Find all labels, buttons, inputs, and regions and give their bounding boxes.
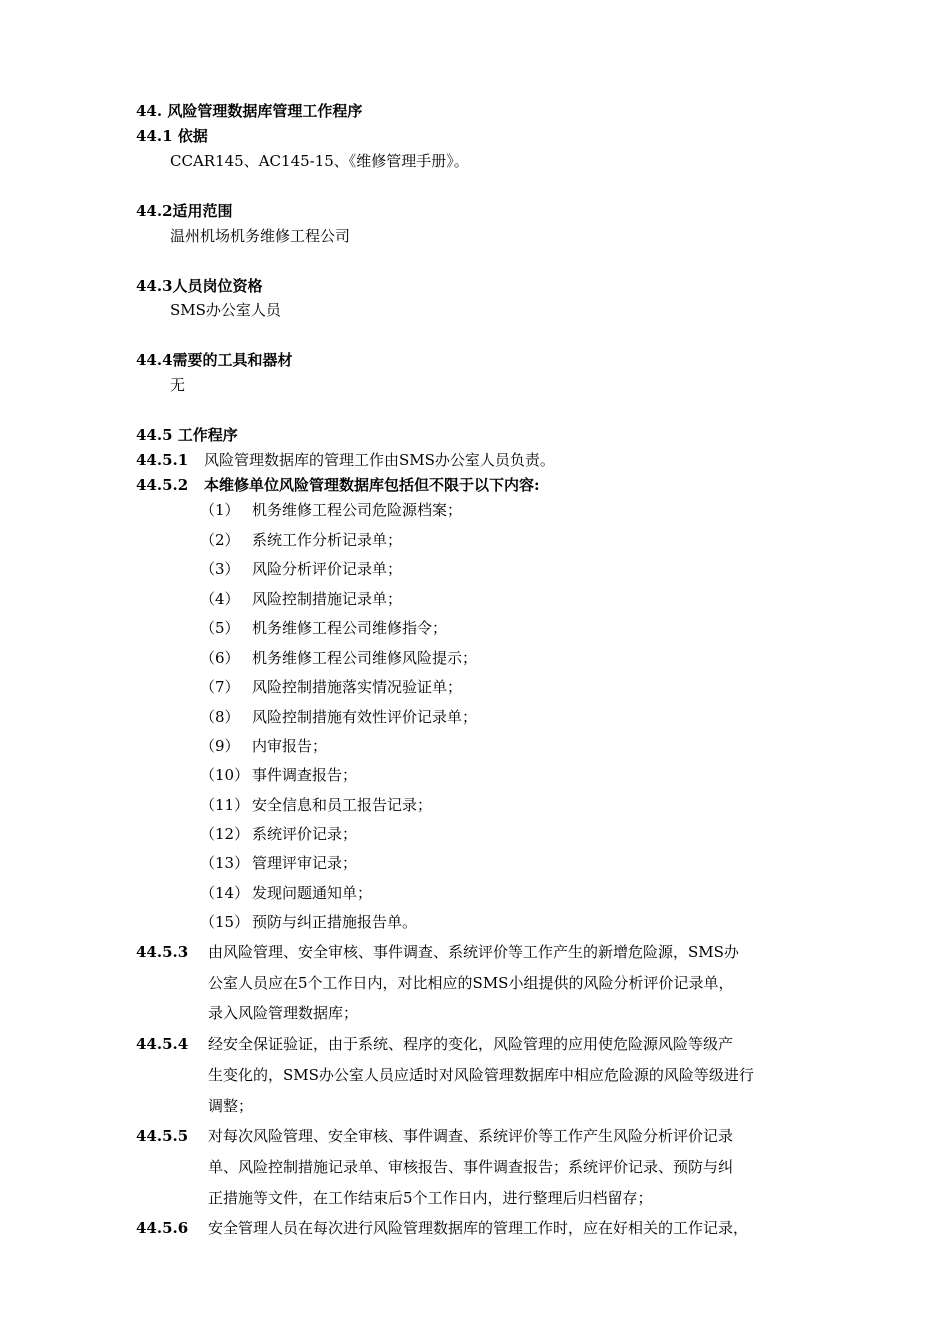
paragraph-line: 生变化的，SMS办公室人员应适时对风险管理数据库中相应危险源的风险等级进行 [208,1066,754,1084]
list-item-text: 风险分析评价记录单； [252,560,403,578]
list-item-text: 系统工作分析记录单； [252,531,403,549]
list-item-number: （2） [200,531,240,549]
paragraph-line: 调整； [208,1097,254,1115]
list-item-number: （1） [200,501,240,519]
section-heading-procedure: 44.5 工作程序 [136,426,238,444]
document-title: 44. 风险管理数据库管理工作程序 [136,102,363,120]
paragraph-line: 正措施等文件，在工作结束后5个工作日内，进行整理后归档留存； [208,1189,653,1207]
list-item-text: 预防与纠正措施报告单。 [252,913,418,931]
paragraph-line: 对每次风险管理、安全审核、事件调查、系统评价等工作产生风险分析评价记录 [208,1127,734,1145]
list-item-number: （6） [200,649,240,667]
list-item-text: 风险控制措施记录单； [252,590,403,608]
list-item-number: （15） [200,913,250,931]
paragraph-text: 风险管理数据库的管理工作由SMS办公室人员负责。 [204,451,555,469]
list-item-text: 机务维修工程公司维修风险提示； [252,649,478,667]
section-body-tools: 无 [170,376,186,394]
paragraph-number: 44.5.2 [136,476,189,494]
paragraph-text: 本维修单位风险管理数据库包括但不限于以下内容: [204,476,540,494]
section-body-qualification: SMS办公室人员 [170,301,281,319]
list-item-text: 发现问题通知单； [252,884,373,902]
list-item-number: （3） [200,560,240,578]
list-item-text: 机务维修工程公司维修指令； [252,619,448,637]
section-heading-qualification: 44.3人员岗位资格 [136,277,263,295]
list-item-number: （7） [200,678,240,696]
list-item-text: 内审报告； [252,737,328,755]
paragraph-number: 44.5.3 [136,943,189,961]
list-item-text: 系统评价记录； [252,825,358,843]
list-item-number: （9） [200,737,240,755]
section-body-scope: 温州机场机务维修工程公司 [170,227,351,245]
list-item-number: （5） [200,619,240,637]
paragraph-number: 44.5.4 [136,1035,189,1053]
list-item-text: 安全信息和员工报告记录； [252,796,433,814]
list-item-text: 风险控制措施有效性评价记录单； [252,708,478,726]
list-item-text: 机务维修工程公司危险源档案； [252,501,463,519]
list-item-text: 风险控制措施落实情况验证单； [252,678,463,696]
list-item-number: （11） [200,796,250,814]
paragraph-line: 单、风险控制措施记录单、审核报告、事件调查报告；系统评价记录、预防与纠 [208,1158,734,1176]
list-item-number: （10） [200,766,250,784]
section-heading-basis: 44.1 依据 [136,127,208,145]
paragraph-line: 公室人员应在5个工作日内，对比相应的SMS小组提供的风险分析评价记录单， [208,974,734,992]
list-item-text: 管理评审记录； [252,854,358,872]
section-body-basis: CCAR145、AC145-15、《维修管理手册》。 [170,152,469,170]
section-heading-tools: 44.4需要的工具和器材 [136,351,293,369]
paragraph-number: 44.5.6 [136,1219,189,1237]
list-item-number: （13） [200,854,250,872]
list-item-number: （4） [200,590,240,608]
list-item-number: （8） [200,708,240,726]
paragraph-line: 安全管理人员在每次进行风险管理数据库的管理工作时，应在好相关的工作记录， [208,1219,749,1237]
paragraph-number: 44.5.1 [136,451,189,469]
section-heading-scope: 44.2适用范围 [136,202,233,220]
paragraph-number: 44.5.5 [136,1127,189,1145]
list-item-number: （12） [200,825,250,843]
paragraph-line: 由风险管理、安全审核、事件调查、系统评价等工作产生的新增危险源，SMS办 [208,943,739,961]
paragraph-line: 经安全保证验证，由于系统、程序的变化，风险管理的应用使危险源风险等级产 [208,1035,734,1053]
paragraph-line: 录入风险管理数据库； [208,1004,359,1022]
list-item-text: 事件调查报告； [252,766,358,784]
list-item-number: （14） [200,884,250,902]
